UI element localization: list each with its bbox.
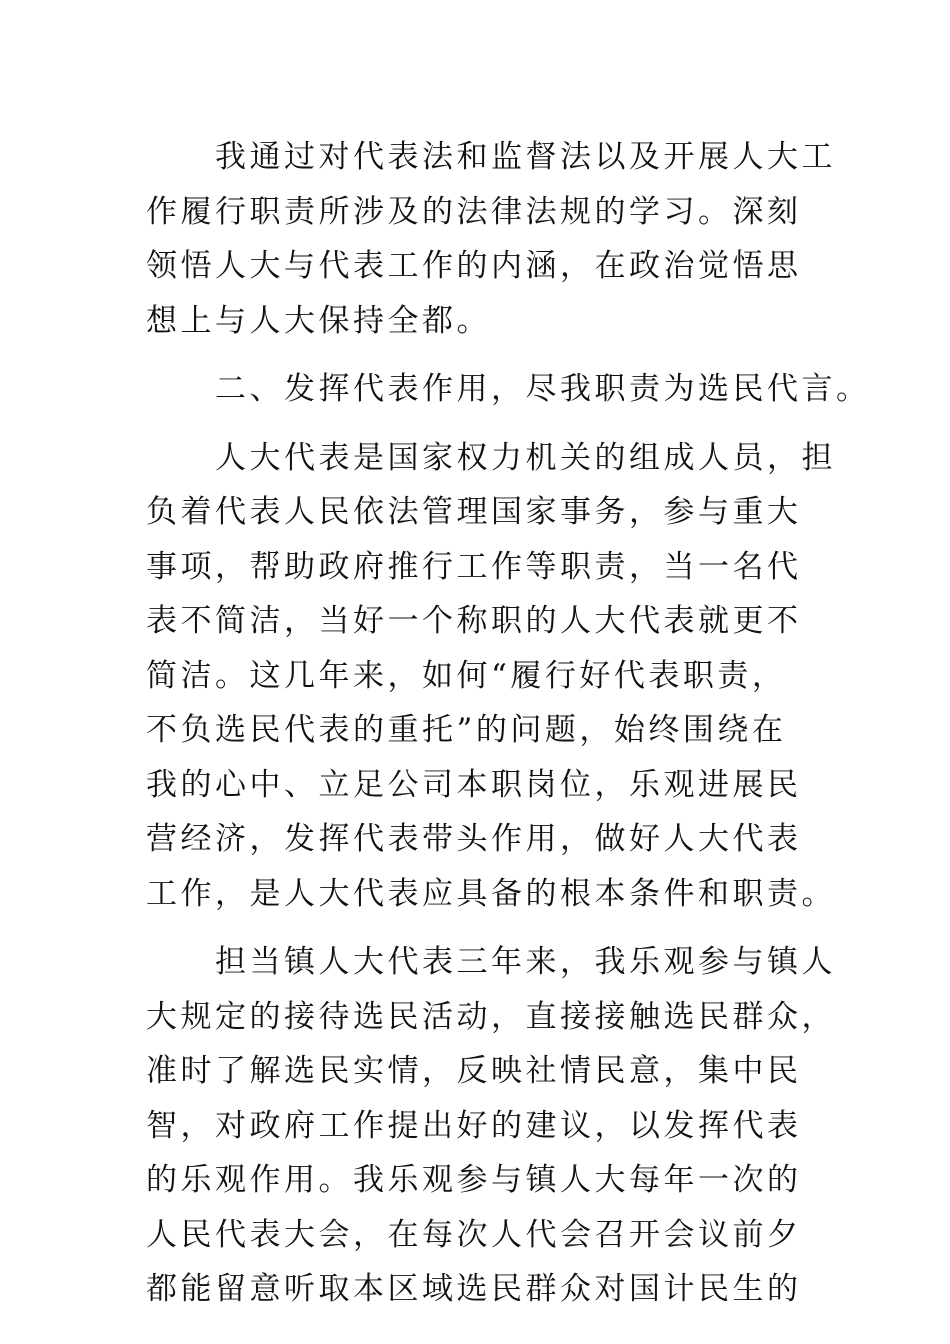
text-line: 营经济，发挥代表带头作用，做好人大代表 [146,821,802,857]
text-line: 大规定的接待选民活动，直接接触选民群众， [146,998,836,1035]
text-line: 作履行职责所涉及的法律法规的学习。深刻 [146,193,802,230]
section-heading [146,362,871,417]
text-line: 的乐观作用。我乐观参与镇人大每年一次的 [146,1162,802,1198]
text-line: 我通过对代表法和监督法以及开展人大工 [146,139,836,175]
paragraph-gap [146,921,826,935]
paragraph-gap [146,417,826,431]
paragraph-4 [146,935,836,1317]
text-line: 二、发挥代表作用，尽我职责为选民代言。 [146,371,871,407]
text-line: 人大代表是国家权力机关的组成人员，担 [146,439,836,476]
text-line: 智，对政府工作提出好的建议，以发挥代表 [146,1107,802,1144]
text-line: 人民代表大会，在每次人代会召开会议前夕 [146,1216,802,1253]
document-body [146,130,871,1317]
text-line: 领悟人大与代表工作的内涵，在政治觉悟思 [146,248,802,284]
text-line: 想上与人大保持全都。 [146,302,491,339]
paragraph-1 [146,130,836,348]
text-line: 我的心中、立足公司本职岗位，乐观进展民 [146,766,802,803]
text-line: 负着代表人民依法管理国家事务，参与重大 [146,494,802,530]
text-line: 表不简洁，当好一个称职的人大代表就更不 [146,603,802,639]
text-line: 简洁。这几年来，如何“履行好代表职责， [146,657,787,694]
paragraph-gap [146,348,826,362]
text-line: 准时了解选民实情，反映社情民意，集中民 [146,1053,802,1089]
text-line: 不负选民代表的重托”的问题，始终围绕在 [146,712,787,748]
text-line: 事项，帮助政府推行工作等职责，当一名代 [146,548,802,585]
text-line: 都能留意听取本区域选民群众对国计民生的 [146,1271,802,1307]
text-line: 担当镇人大代表三年来，我乐观参与镇人 [146,944,836,980]
text-line: 工作，是人大代表应具备的根本条件和职责。 [146,875,836,912]
paragraph-3 [146,431,836,922]
